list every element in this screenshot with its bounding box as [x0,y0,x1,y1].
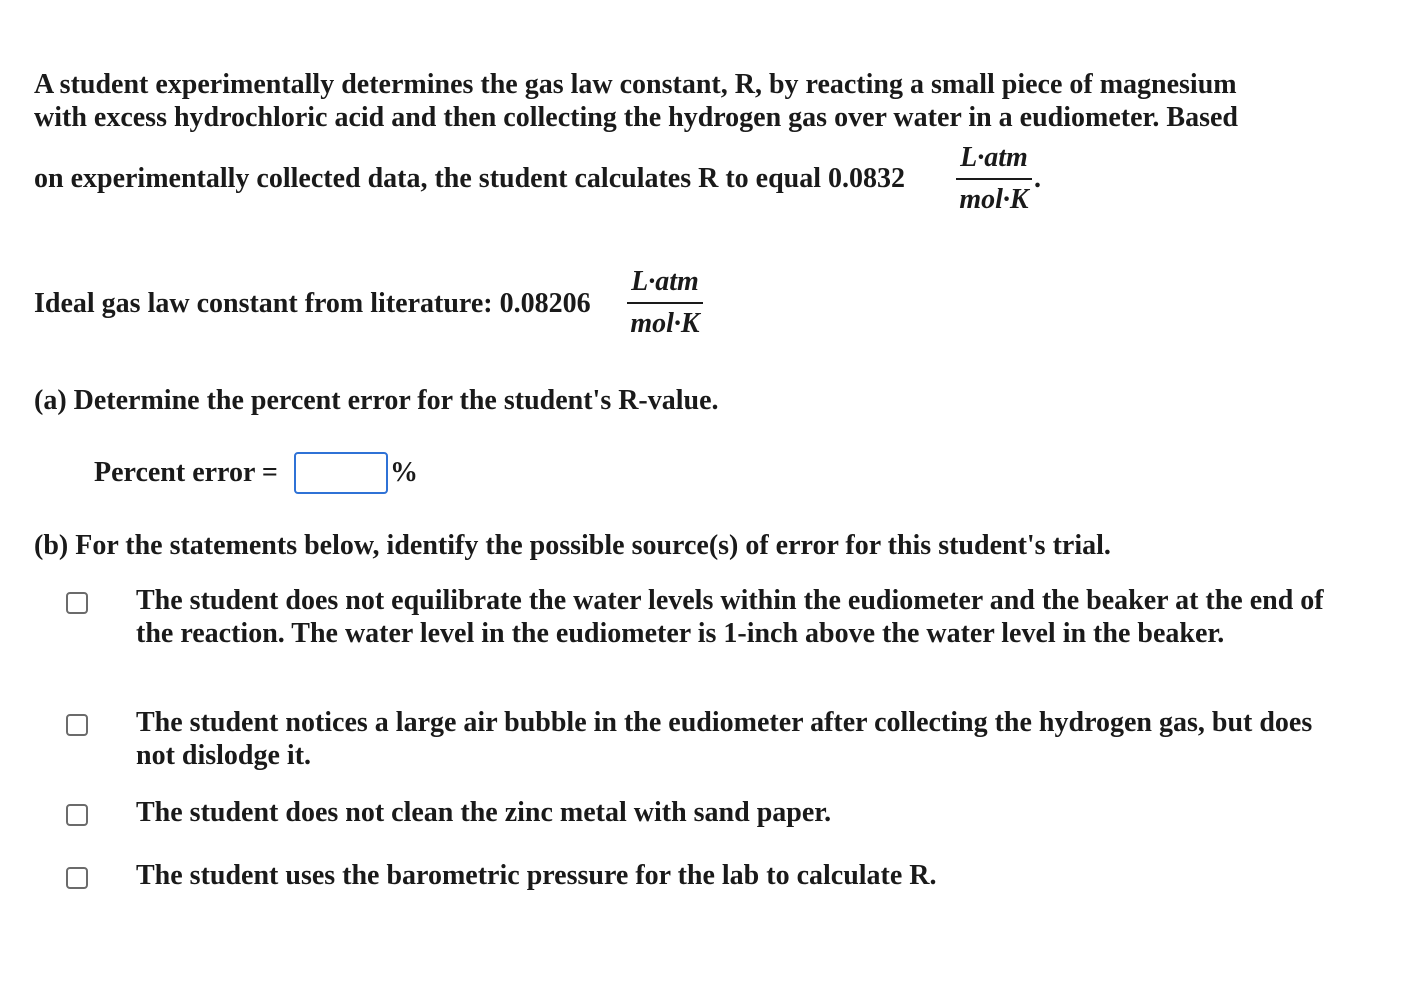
option-3-text: The student does not clean the zinc metal with sand paper. [136,797,832,828]
intro-line-2: with excess hydrochloric acid and then collecting the hydrogen gas over water in a eudiometer. Based [34,102,1238,133]
percent-unit: % [390,457,418,488]
unit-denominator: mol·K [959,184,1029,215]
unit-numerator: L·atm [631,266,699,297]
intro-line-3: on experimentally collected data, the student calculates R to equal 0.0832 [34,163,906,194]
percent-error-input[interactable] [294,452,388,494]
literature-text: Ideal gas law constant from literature: 0.08206 [34,288,591,319]
option-2-checkbox[interactable] [66,714,88,736]
part-b-question: (b) For the statements below, identify the possible source(s) of error for this student's trial. [34,530,1111,561]
unit-denominator: mol·K [630,308,700,339]
part-a-question: (a) Determine the percent error for the student's R-value. [34,385,719,416]
option-1-text: The student does not equilibrate the water levels within the eudiometer and the beaker at the end of the reaction. The water level in the eudiometer is 1-inch above the water level in the beaker. [136,585,1324,649]
intro-period: . [1034,163,1041,194]
fraction-bar [627,302,703,304]
option-1-checkbox[interactable] [66,592,88,614]
percent-error-label: Percent error = [94,457,278,488]
option-2-text: The student notices a large air bubble in the eudiometer after collecting the hydrogen gas, but does not dislodge it. [136,707,1313,771]
option-4-text: The student uses the barometric pressure for the lab to calculate R. [136,860,937,891]
intro-line-1: A student experimentally determines the gas law constant, R, by reacting a small piece of magnesium [34,69,1237,100]
experimental-unit-fraction [956,142,1032,216]
fraction-bar [956,178,1032,180]
literature-unit-fraction [627,266,703,340]
option-4-checkbox[interactable] [66,867,88,889]
option-3-checkbox[interactable] [66,804,88,826]
unit-numerator: L·atm [960,142,1028,173]
